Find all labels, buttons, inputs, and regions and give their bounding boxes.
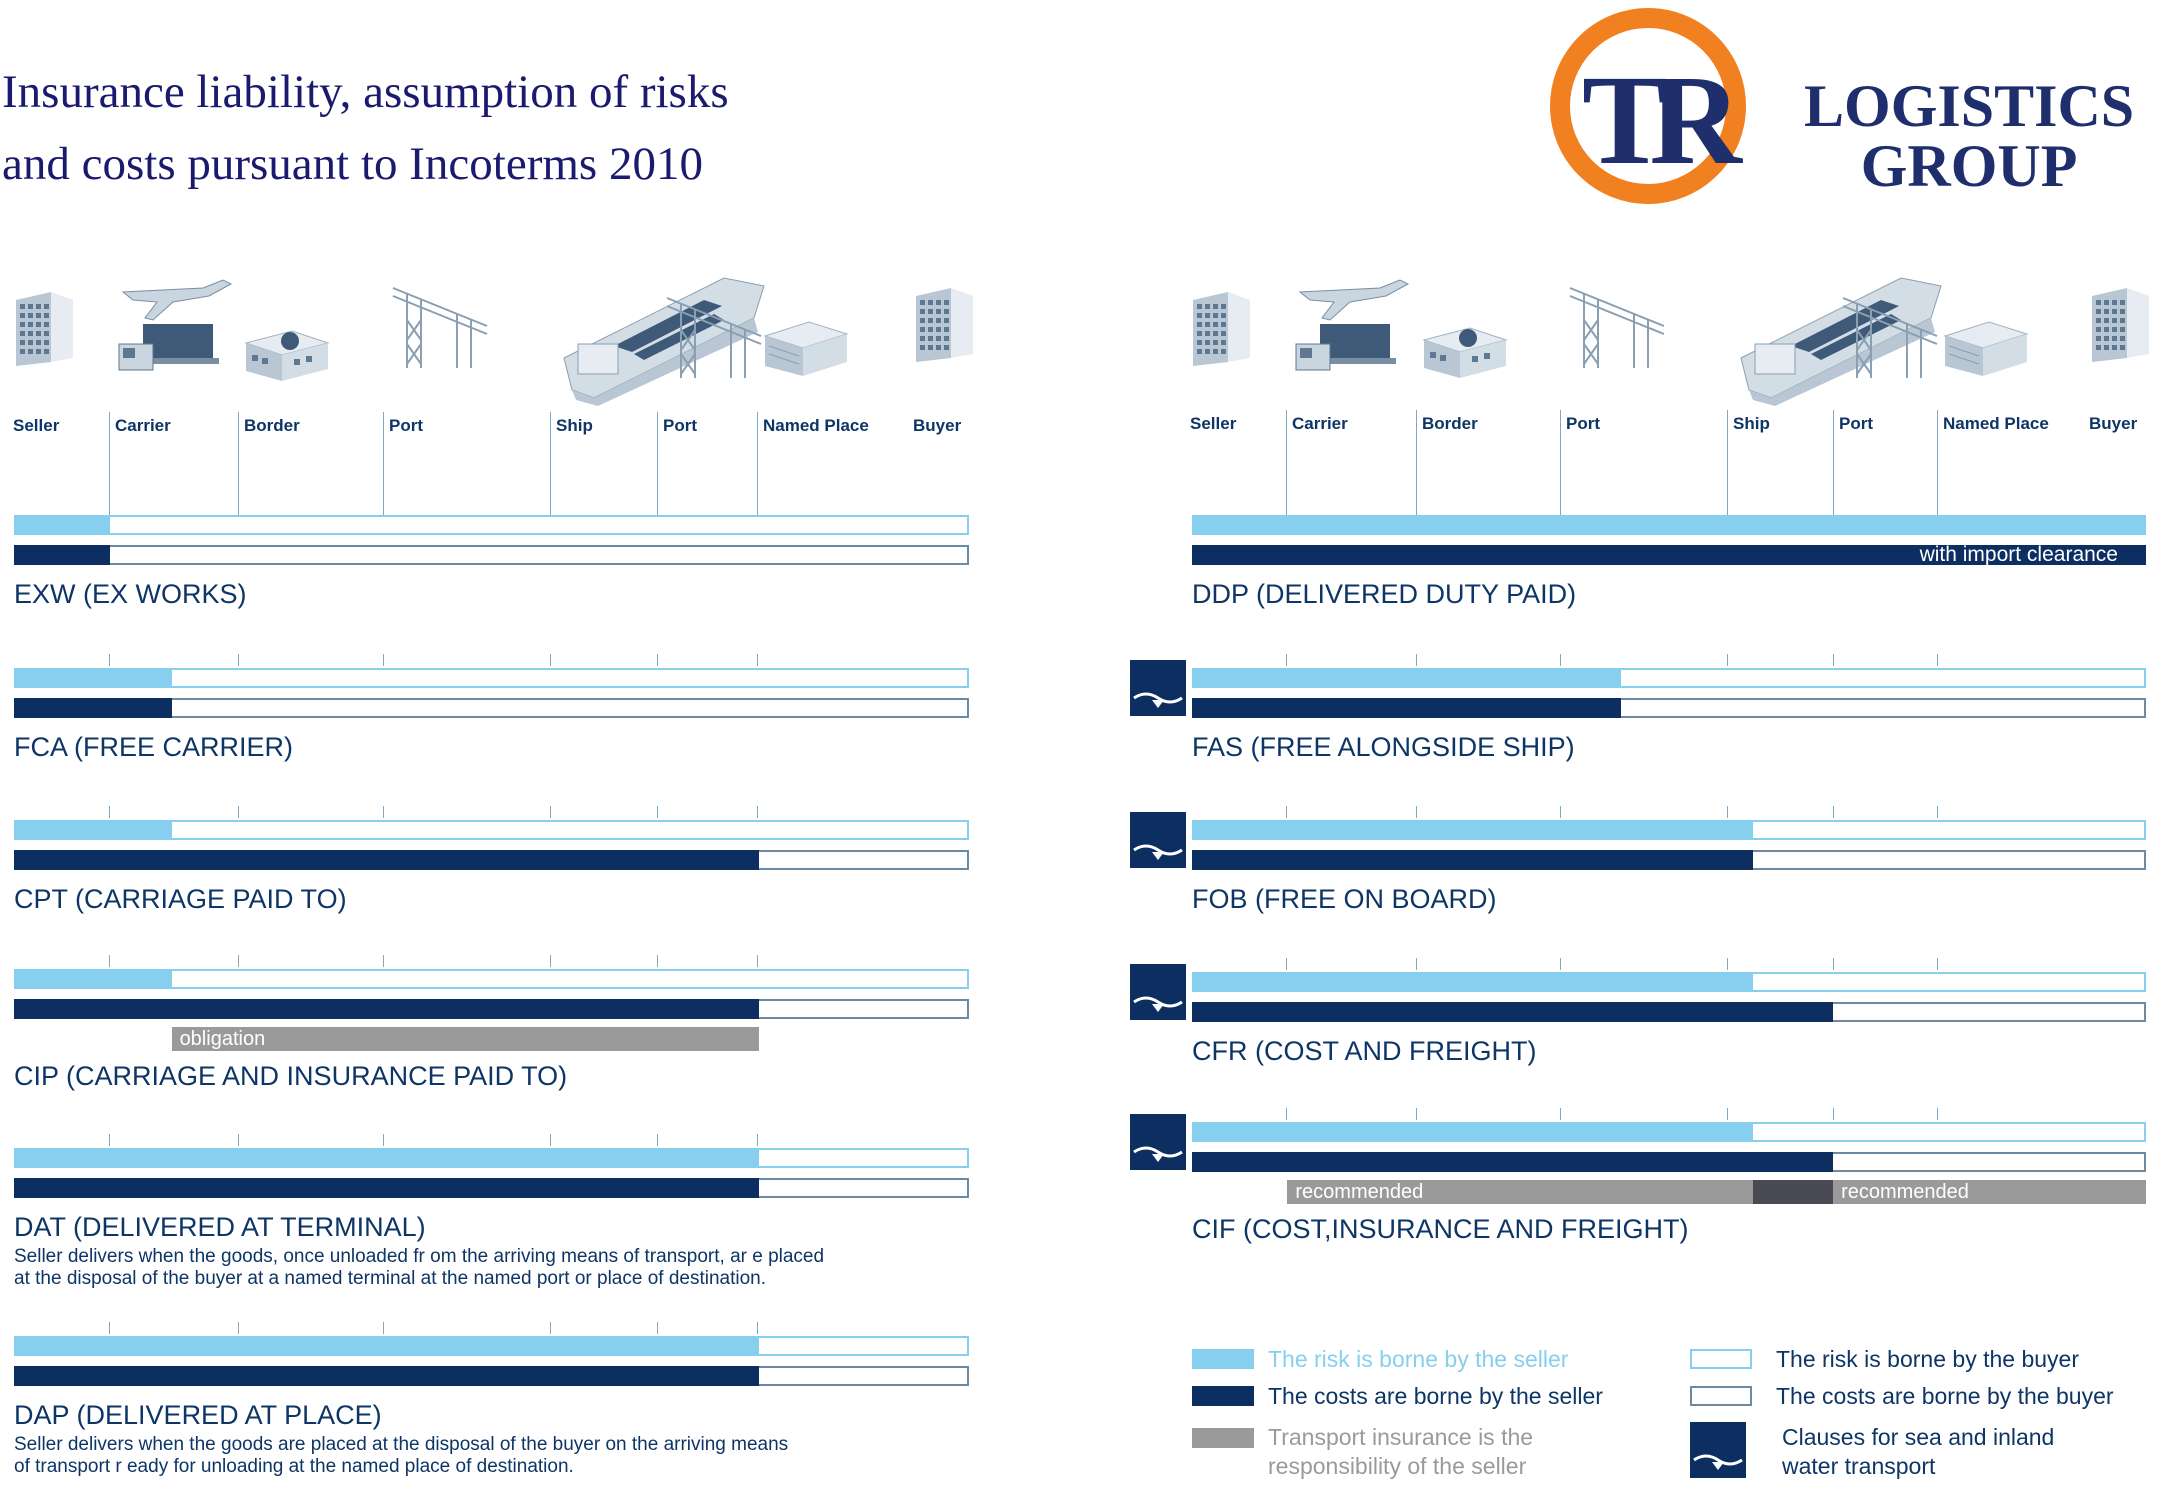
legend-cost-seller-swatch — [1192, 1386, 1254, 1406]
stage-tick — [1727, 1108, 1728, 1120]
legend-insurance-swatch — [1192, 1428, 1254, 1448]
term-name: FAS (FREE ALONGSIDE SHIP) — [1192, 732, 1575, 762]
risk-seller-fill — [14, 668, 172, 688]
stage-tick — [1937, 1108, 1938, 1120]
buyer-building-icon — [911, 284, 981, 369]
insurance-bar — [1753, 1180, 1833, 1204]
cost-seller-fill — [14, 850, 759, 870]
stage-tick — [1833, 806, 1834, 818]
stage-tick — [383, 806, 384, 818]
title-line-1: Insurance liability, assumption of risks — [2, 66, 729, 118]
stage-tick — [757, 1322, 758, 1334]
stage-tick — [109, 654, 110, 666]
stage-tick — [109, 1322, 110, 1334]
stage-label: Named Place — [1943, 414, 2049, 433]
airplane-truck-icon — [1290, 262, 1420, 397]
stage-tick — [657, 1134, 658, 1146]
cost-seller-fill — [1192, 698, 1621, 718]
border-office-icon — [242, 315, 332, 390]
insurance-bar: obligation — [172, 1027, 759, 1051]
stage-tick — [1560, 654, 1561, 666]
insurance-bar: recommended — [1833, 1180, 2146, 1204]
stage-tick — [238, 1322, 239, 1334]
legend-sea-transport-icon — [1690, 1422, 1746, 1478]
stage-label: Port — [1839, 414, 1873, 433]
term-name: DAP (DELIVERED AT PLACE) — [14, 1400, 382, 1430]
stage-divider — [1937, 410, 1938, 520]
stage-tick — [1937, 654, 1938, 666]
term-name: DDP (DELIVERED DUTY PAID) — [1192, 579, 1577, 609]
risk-seller-fill — [1192, 668, 1621, 688]
stage-tick — [1416, 806, 1417, 818]
cost-seller-fill — [14, 698, 172, 718]
legend-insurance-label-2: responsibility of the seller — [1268, 1453, 1527, 1479]
stage-label: Port — [663, 416, 697, 435]
stage-divider — [1727, 410, 1728, 520]
cost-seller-fill — [14, 545, 110, 565]
risk-seller-fill — [1192, 820, 1753, 840]
legend-risk-seller-swatch — [1192, 1349, 1254, 1369]
risk-seller-fill — [1192, 972, 1753, 992]
stage-divider — [109, 412, 110, 522]
stage-divider — [550, 412, 551, 522]
stage-tick — [550, 1322, 551, 1334]
stage-tick — [109, 806, 110, 818]
stage-tick — [1727, 806, 1728, 818]
stage-tick — [657, 955, 658, 967]
stage-tick — [1727, 958, 1728, 970]
logo-text — [1804, 73, 2135, 199]
risk-seller-fill — [1192, 1122, 1753, 1142]
stage-tick — [1833, 654, 1834, 666]
cost-bar — [14, 545, 969, 565]
term-name: CIF (COST,INSURANCE AND FREIGHT) — [1192, 1214, 1689, 1244]
stage-tick — [1416, 1108, 1417, 1120]
legend-risk-buyer-swatch — [1690, 1349, 1752, 1369]
stage-tick — [1560, 1108, 1561, 1120]
stage-tick — [757, 955, 758, 967]
cost-seller-fill — [1192, 1152, 1833, 1172]
stage-tick — [1416, 654, 1417, 666]
risk-seller-fill — [14, 515, 110, 535]
stage-tick — [1286, 806, 1287, 818]
stage-divider — [238, 412, 239, 522]
stage-tick — [757, 806, 758, 818]
term-description: of transport r eady for unloading at the named place of destination. — [14, 1456, 574, 1477]
stage-label: Port — [389, 416, 423, 435]
cost-seller-fill — [1192, 850, 1753, 870]
border-office-icon — [1420, 312, 1510, 387]
risk-seller-fill — [14, 1336, 759, 1356]
term-name: DAT (DELIVERED AT TERMINAL) — [14, 1212, 426, 1242]
legend-cost-seller-label: The costs are borne by the seller — [1268, 1383, 1603, 1409]
stage-label: Ship — [556, 416, 593, 435]
cost-seller-fill — [14, 1366, 759, 1386]
stage-label: Border — [1422, 414, 1478, 433]
legend-cost-buyer-swatch — [1690, 1386, 1752, 1406]
legend-sea-label-1: Clauses for sea and inland — [1782, 1424, 2055, 1450]
legend-risk-seller-label: The risk is borne by the seller — [1268, 1346, 1569, 1372]
logo-mark: TR — [1582, 49, 1724, 191]
legend-risk-buyer-label: The risk is borne by the buyer — [1776, 1346, 2079, 1372]
airplane-truck-icon — [113, 262, 243, 397]
stage-label: Seller — [1190, 414, 1237, 433]
stage-label: Ship — [1733, 414, 1770, 433]
sea-transport-icon — [1130, 812, 1186, 868]
term-description: Seller delivers when the goods, once unloaded fr om the arriving means of transport, ar e placed — [14, 1246, 825, 1267]
stage-tick — [238, 806, 239, 818]
stage-label: Named Place — [763, 416, 869, 435]
legend-insurance-label-1: Transport insurance is the — [1268, 1424, 1534, 1450]
stage-divider — [757, 412, 758, 522]
sea-transport-icon — [1130, 660, 1186, 716]
stage-tick — [550, 955, 551, 967]
warehouse-icon — [1941, 312, 2031, 387]
logo-line-1: LOGISTICS — [1804, 73, 2135, 139]
term-name: CPT (CARRIAGE PAID TO) — [14, 884, 347, 914]
term-name: EXW (EX WORKS) — [14, 579, 247, 609]
stage-tick — [383, 955, 384, 967]
term-name: FCA (FREE CARRIER) — [14, 732, 294, 762]
stage-tick — [1937, 806, 1938, 818]
logo-line-2: GROUP — [1860, 133, 2078, 199]
stage-label: Port — [1566, 414, 1600, 433]
legend-cost-buyer-label: The costs are borne by the buyer — [1776, 1383, 2114, 1409]
stage-tick — [757, 654, 758, 666]
port-crane-icon — [1837, 290, 1947, 385]
cost-seller-fill — [14, 999, 759, 1019]
stage-tick — [1560, 958, 1561, 970]
term-name: FOB (FREE ON BOARD) — [1192, 884, 1497, 914]
seller-building-icon — [1188, 288, 1258, 373]
warehouse-icon — [761, 312, 851, 387]
stage-tick — [1833, 1108, 1834, 1120]
stage-tick — [109, 1134, 110, 1146]
title-line-2: and costs pursuant to Incoterms 2010 — [2, 138, 703, 190]
insurance-bar: recommended — [1287, 1180, 1753, 1204]
legend-sea-label-2: water transport — [1782, 1453, 1936, 1479]
term-name: CFR (COST AND FREIGHT) — [1192, 1036, 1537, 1066]
risk-seller-fill — [14, 820, 172, 840]
stage-tick — [550, 654, 551, 666]
stage-tick — [757, 1134, 758, 1146]
risk-seller-fill — [14, 1148, 759, 1168]
term-description: at the disposal of the buyer at a named terminal at the named port or place of destination. — [14, 1268, 767, 1289]
stage-tick — [657, 654, 658, 666]
term-name: CIP (CARRIAGE AND INSURANCE PAID TO) — [14, 1061, 568, 1091]
stage-label: Seller — [13, 416, 60, 435]
port-crane-icon — [387, 280, 497, 375]
port-crane-icon — [661, 290, 771, 385]
stage-tick — [1833, 958, 1834, 970]
stage-tick — [1416, 958, 1417, 970]
stage-tick — [657, 806, 658, 818]
stage-tick — [383, 1322, 384, 1334]
stage-divider — [1833, 410, 1834, 520]
stage-tick — [550, 806, 551, 818]
risk-bar — [14, 515, 969, 535]
stage-tick — [657, 1322, 658, 1334]
stage-tick — [109, 955, 110, 967]
stage-tick — [383, 1134, 384, 1146]
stage-tick — [238, 1134, 239, 1146]
stage-label: Carrier — [1292, 414, 1348, 433]
stage-tick — [550, 1134, 551, 1146]
buyer-building-icon — [2087, 284, 2157, 369]
risk-seller-fill — [1192, 515, 2146, 535]
page-title — [2, 56, 729, 200]
stage-tick — [1286, 654, 1287, 666]
stage-tick — [1560, 806, 1561, 818]
risk-seller-fill — [14, 969, 172, 989]
stage-divider — [383, 412, 384, 522]
stage-tick — [238, 955, 239, 967]
stage-divider — [657, 412, 658, 522]
term-description: Seller delivers when the goods are placed at the disposal of the buyer on the arriving means — [14, 1434, 789, 1455]
sea-transport-icon — [1130, 1114, 1186, 1170]
stage-divider — [1286, 410, 1287, 520]
stage-label: Carrier — [115, 416, 171, 435]
stage-tick — [1937, 958, 1938, 970]
cost-note: with import clearance — [1919, 543, 2118, 566]
stage-tick — [1286, 958, 1287, 970]
stage-tick — [1727, 654, 1728, 666]
stage-tick — [1286, 1108, 1287, 1120]
stage-label: Border — [244, 416, 300, 435]
seller-building-icon — [11, 288, 81, 373]
port-crane-icon — [1564, 280, 1674, 375]
stage-tick — [383, 654, 384, 666]
sea-transport-icon — [1130, 964, 1186, 1020]
stage-divider — [1416, 410, 1417, 520]
stage-label: Buyer — [913, 416, 962, 435]
stage-tick — [238, 654, 239, 666]
stage-label: Buyer — [2089, 414, 2138, 433]
stage-divider — [1560, 410, 1561, 520]
cost-seller-fill — [14, 1178, 759, 1198]
cost-seller-fill — [1192, 1002, 1833, 1022]
